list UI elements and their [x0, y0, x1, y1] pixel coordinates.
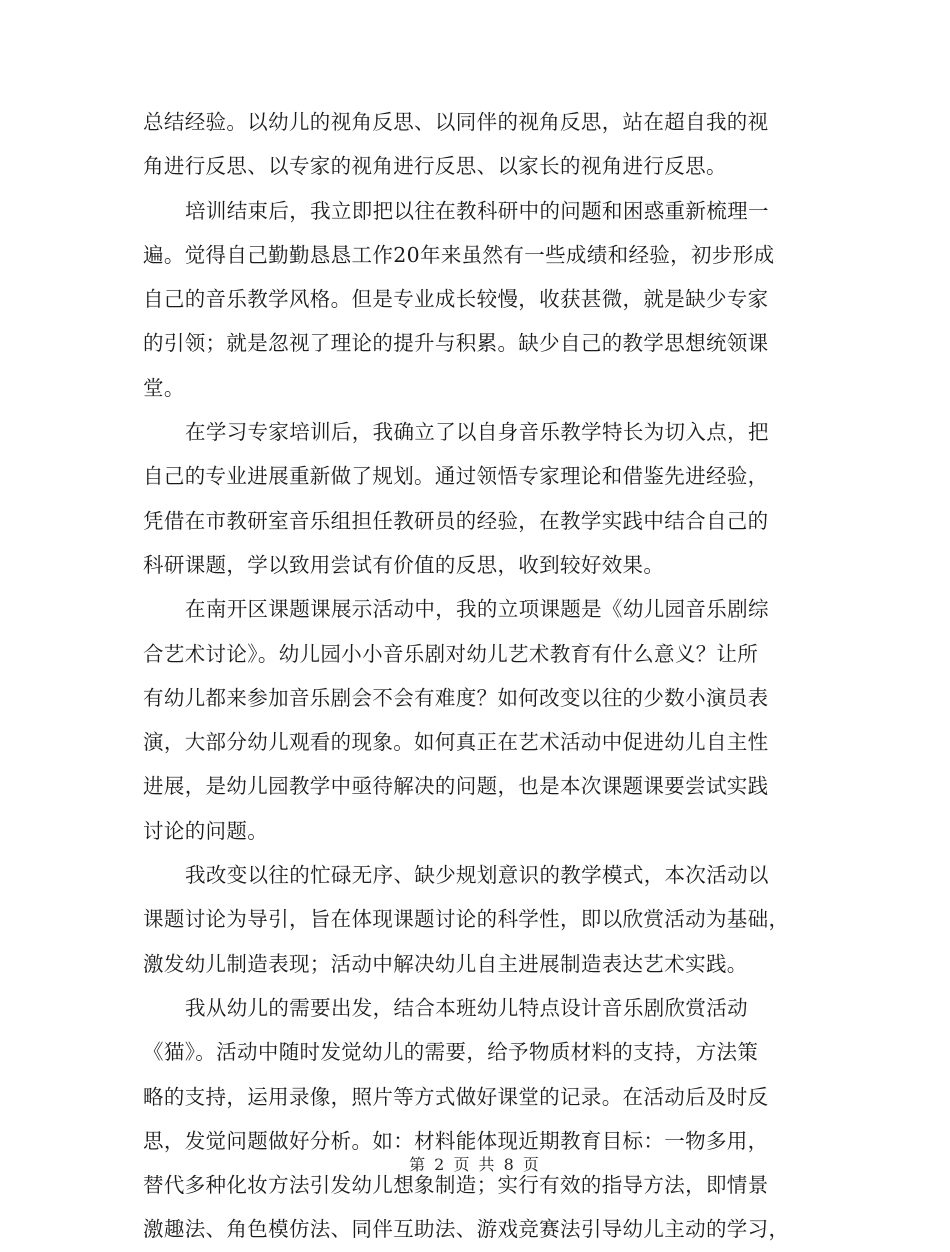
text-line: 在南开区课题课展示活动中，我的立项课题是《幼儿园音乐剧综	[185, 597, 769, 622]
page-number-footer: 第 2 页 共 8 页	[409, 1155, 541, 1174]
text-line: 演，大部分幼儿观看的现象。如何真正在艺术活动中促进幼儿自主性	[143, 730, 769, 755]
document-body	[143, 100, 807, 1252]
text-line: 课题讨论为导引，旨在体现课题讨论的科学性，即以欣赏活动为基础，	[143, 907, 790, 932]
text-line: 进展，是幼儿园教学中亟待解决的问题，也是本次课题课要尝试实践	[143, 774, 769, 799]
text-line: 《猫》。活动中随时发觉幼儿的需要，给予物质材料的支持，方法策	[143, 1040, 759, 1065]
text-line: 凭借在市教研室音乐组担任教研员的经验，在教学实践中结合自己的	[143, 508, 769, 533]
text-line: 略的支持，运用录像，照片等方式做好课堂的记录。在活动后及时反	[143, 1084, 769, 1109]
text-line: 激发幼儿制造表现；活动中解决幼儿自主进展制造表达艺术实践。	[143, 951, 748, 976]
text-line: 有幼儿都来参加音乐剧会不会有难度？如何改变以往的少数小演员表	[143, 685, 769, 710]
text-line: 总结经验。以幼儿的视角反思、以同伴的视角反思，站在超自我的视	[143, 110, 769, 134]
text-line: 角进行反思、以专家的视角进行反思、以家长的视角进行反思。	[143, 154, 727, 179]
text-line: 激趣法、角色模仿法、同伴互助法、游戏竞赛法引导幼儿主动的学习，	[143, 1217, 790, 1242]
text-line: 在学习专家培训后，我确立了以自身音乐教学特长为切入点，把	[185, 420, 769, 445]
text-line: 自己的专业进展重新做了规划。通过领悟专家理论和借鉴先进经验，	[143, 464, 769, 489]
text-line: 思，发觉问题做好分析。如：材料能体现近期教育目标：一物多用，	[143, 1128, 769, 1153]
text-line: 替代多种化妆方法引发幼儿想象制造；实行有效的指导方法，即情景	[143, 1173, 769, 1198]
text-line: 自己的音乐教学风格。但是专业成长较慢，收获甚微，就是缺少专家	[143, 287, 769, 312]
text-line: 讨论的问题。	[143, 818, 269, 843]
text-line: 的引领；就是忽视了理论的提升与积累。缺少自己的教学思想统领课	[143, 331, 769, 356]
text-line: 科研课题，学以致用尝试有价值的反思，收到较好效果。	[143, 552, 665, 577]
text-line: 遍。觉得自己勤勤恳恳工作20年来虽然有一些成绩和经验，初步形成	[143, 242, 775, 267]
text-line: 培训结束后，我立即把以往在教科研中的问题和困惑重新梳理一	[185, 198, 769, 223]
text-line: 我从幼儿的需要出发，结合本班幼儿特点设计音乐剧欣赏活动	[185, 995, 748, 1020]
text-line: 堂。	[143, 375, 185, 400]
text-line: 我改变以往的忙碌无序、缺少规划意识的教学模式，本次活动以	[185, 863, 769, 888]
text-line: 合艺术讨论》。幼儿园小小音乐剧对幼儿艺术教育有什么意义？让所	[143, 641, 759, 666]
